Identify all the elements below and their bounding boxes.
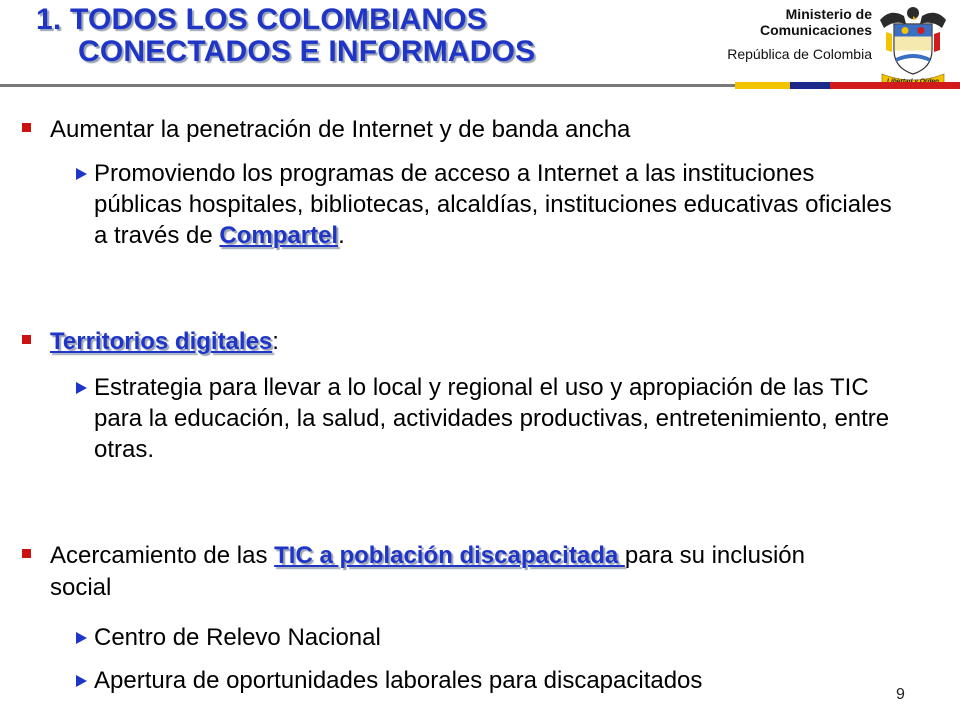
tic-discapacitada-link[interactable]: TIC a población discapacitada — [274, 542, 625, 569]
header-divider-gray — [0, 82, 735, 89]
ministry-label — [727, 6, 872, 62]
compartel-link[interactable]: Compartel — [219, 222, 339, 249]
title-line-2: CONECTADOS E INFORMADOS — [78, 35, 536, 68]
slide-title — [30, 4, 535, 68]
bullet-text: Aumentar la penetración de Internet y de banda ancha — [50, 116, 631, 143]
square-bullet-icon — [22, 123, 31, 132]
bullet-text-line-2: social — [50, 574, 112, 601]
square-bullet-icon — [22, 335, 31, 344]
sub-bullet-text: Apertura de oportunidades laborales para discapacitados — [94, 667, 703, 694]
bullet-text-colon: : — [272, 328, 279, 355]
sub-bullet-text-part: Promoviendo los programas de acceso a Internet a las instituciones públicas hospitales, bibliotecas, alcaldías, instituciones educativas oficiales a través de — [94, 160, 892, 249]
square-bullet-icon — [22, 549, 31, 558]
sub-bullet-text-end: . — [338, 222, 345, 249]
country-label: República de Colombia — [727, 46, 872, 62]
colombia-coat-of-arms-icon — [876, 2, 950, 88]
flag-stripe-blue — [790, 82, 830, 89]
title-line-1: 1. TODOS LOS COLOMBIANOS — [36, 3, 487, 36]
bullet-text-part: Acercamiento de las — [50, 542, 275, 569]
territorios-digitales-link[interactable]: Territorios digitales — [50, 328, 273, 355]
flag-stripe-yellow — [735, 82, 790, 89]
bullet-text — [50, 326, 279, 357]
sub-bullet-text: Estrategia para llevar a lo local y regional el uso y apropiación de las TIC para la educación, la salud, actividades productivas, entretenimiento, entre otras. — [94, 374, 890, 463]
sub-bullet-text — [94, 158, 894, 251]
arrow-bullet-icon — [76, 168, 87, 180]
bullet-text — [50, 540, 805, 571]
arrow-bullet-icon — [76, 382, 87, 394]
flag-stripe-red — [830, 82, 960, 89]
arrow-bullet-icon — [76, 675, 87, 687]
arrow-bullet-icon — [76, 632, 87, 644]
page-number: 9 — [896, 686, 905, 703]
ministry-line-1: Ministerio de — [785, 6, 872, 22]
ministry-line-2: Comunicaciones — [759, 22, 872, 38]
header-divider — [0, 82, 960, 89]
bullet-text-end: para su inclusión — [624, 542, 805, 569]
sub-bullet-text: Centro de Relevo Nacional — [94, 624, 381, 651]
